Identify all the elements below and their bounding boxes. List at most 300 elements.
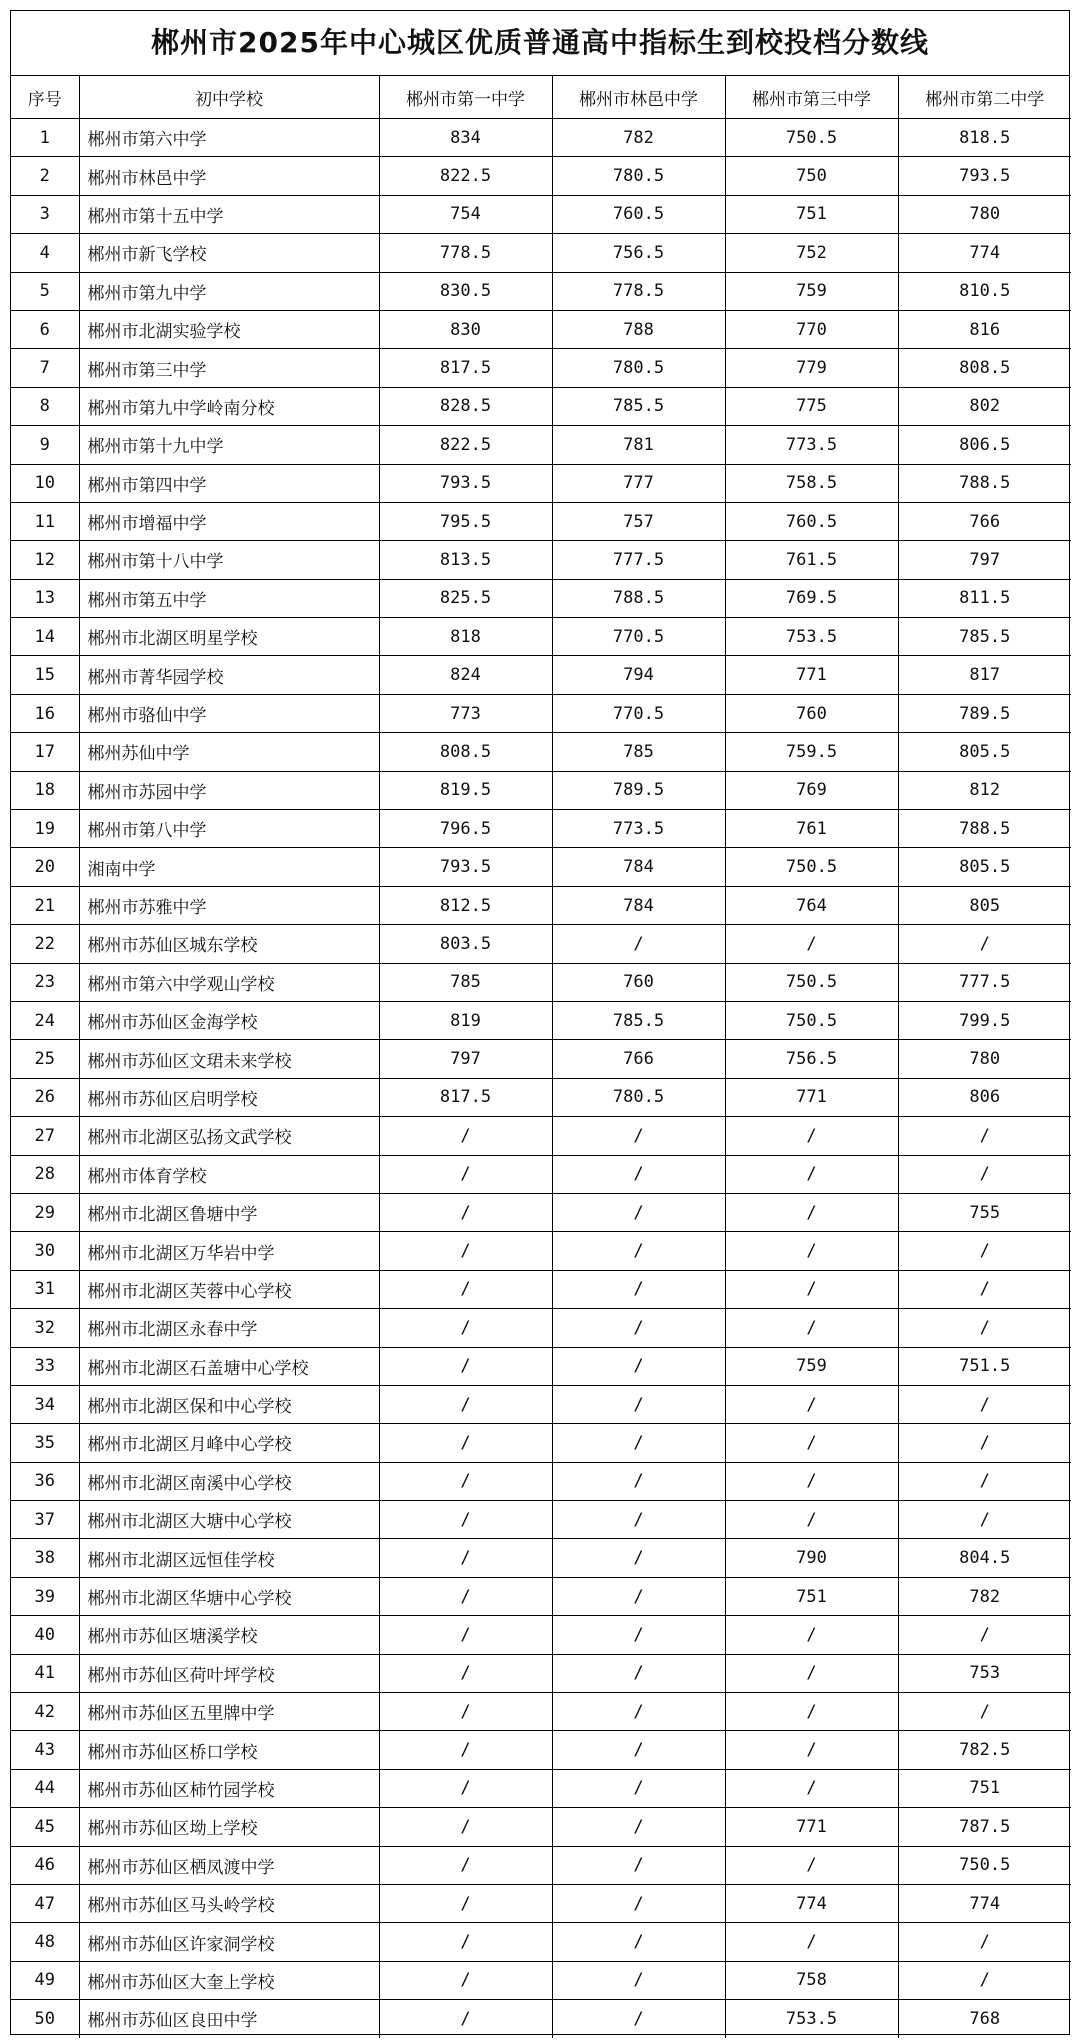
score-no2: 777.5 [898,963,1071,1001]
school-name: 郴州市第六中学观山学校 [79,963,379,1001]
row-index: 30 [11,1232,79,1270]
table-row [11,541,1071,579]
score-no3: 750.5 [725,119,898,157]
score-no3: 756.5 [725,1040,898,1078]
score-no2: 750.5 [898,1846,1071,1884]
score-linyi: / [552,1769,725,1807]
score-no1: 828.5 [379,387,552,425]
row-index: 14 [11,618,79,656]
score-no1: 818 [379,618,552,656]
score-linyi: 780.5 [552,157,725,195]
row-index: 16 [11,694,79,732]
score-no2: / [898,1693,1071,1731]
score-linyi: 760.5 [552,195,725,233]
score-no2: 774 [898,1884,1071,1922]
score-no2: 787.5 [898,1808,1071,1846]
score-no3: / [725,1232,898,1270]
score-no3: / [725,1654,898,1692]
school-name: 郴州市苏仙区大奎上学校 [79,1961,379,1999]
school-name: 郴州市第九中学岭南分校 [79,387,379,425]
score-no1: / [379,1309,552,1347]
score-no1: 822.5 [379,426,552,464]
score-no2: 799.5 [898,1001,1071,1039]
score-no2: 810.5 [898,272,1071,310]
score-no1: / [379,1846,552,1884]
table-row [11,1577,1071,1615]
score-no1: / [379,1155,552,1193]
score-no1: 817.5 [379,1078,552,1116]
score-no2: 811.5 [898,579,1071,617]
score-no2: 780 [898,1040,1071,1078]
table-row [11,1040,1071,1078]
score-linyi: 780.5 [552,349,725,387]
score-no2: / [898,1462,1071,1500]
score-no1: 778.5 [379,234,552,272]
score-no3: 751 [725,195,898,233]
row-index: 15 [11,656,79,694]
score-linyi: / [552,1193,725,1231]
row-index: 42 [11,1693,79,1731]
score-no3: / [725,1616,898,1654]
score-no3: / [725,1462,898,1500]
score-no1: 819.5 [379,771,552,809]
score-linyi: / [552,1424,725,1462]
score-no2: 805.5 [898,733,1071,771]
school-name: 郴州市第十九中学 [79,426,379,464]
table-row [11,1884,1071,1922]
score-no3: 773.5 [725,426,898,464]
score-no1: 824 [379,656,552,694]
school-name: 郴州市苏仙区许家洞学校 [79,1923,379,1961]
school-name: 郴州市北湖区弘扬文武学校 [79,1117,379,1155]
school-name: 郴州市北湖区南溪中心学校 [79,1462,379,1500]
score-no1: / [379,1424,552,1462]
score-no1: / [379,1193,552,1231]
score-no3: 750.5 [725,1001,898,1039]
score-no3: 769.5 [725,579,898,617]
table-row [11,1846,1071,1884]
score-no3: / [725,1769,898,1807]
header-no1-middle-school: 郴州市第一中学 [379,76,552,119]
table-row [11,464,1071,502]
score-no2: / [898,1309,1071,1347]
score-no3: 771 [725,656,898,694]
school-name: 郴州市苏园中学 [79,771,379,809]
table-row [11,1731,1071,1769]
score-no1: 795.5 [379,502,552,540]
score-no1: / [379,1577,552,1615]
score-no1: / [379,1462,552,1500]
header-no2-middle-school: 郴州市第二中学 [898,76,1071,119]
row-index: 4 [11,234,79,272]
row-index: 19 [11,810,79,848]
school-name: 郴州市苏仙区桥口学校 [79,1731,379,1769]
row-index: 17 [11,733,79,771]
school-name: 郴州市体育学校 [79,1155,379,1193]
score-linyi: 773.5 [552,810,725,848]
score-linyi: / [552,1155,725,1193]
school-name: 郴州市第八中学 [79,810,379,848]
score-no3: / [725,1270,898,1308]
table-row [11,349,1071,387]
score-no3: 771 [725,1808,898,1846]
table-row [11,1616,1071,1654]
score-no3: 753.5 [725,618,898,656]
school-name: 郴州市北湖区月峰中心学校 [79,1424,379,1462]
score-linyi: / [552,2000,725,2038]
score-no2: 766 [898,502,1071,540]
table-row [11,1155,1071,1193]
score-linyi: 785 [552,733,725,771]
header-index: 序号 [11,76,79,119]
score-linyi: 781 [552,426,725,464]
score-no1: 754 [379,195,552,233]
score-no3: 759.5 [725,733,898,771]
school-name: 郴州市北湖区芙蓉中心学校 [79,1270,379,1308]
score-linyi: / [552,1846,725,1884]
score-no2: 751.5 [898,1347,1071,1385]
score-no2: / [898,1155,1071,1193]
score-linyi: / [552,1270,725,1308]
score-no3: / [725,1501,898,1539]
school-name: 郴州市北湖区华塘中心学校 [79,1577,379,1615]
score-linyi: 760 [552,963,725,1001]
score-linyi: / [552,1347,725,1385]
score-no3: 761.5 [725,541,898,579]
table-row [11,2000,1071,2038]
score-no3: 750.5 [725,963,898,1001]
score-no3: 764 [725,886,898,924]
score-linyi: 777 [552,464,725,502]
score-no2: 782.5 [898,1731,1071,1769]
row-index: 24 [11,1001,79,1039]
table-row [11,234,1071,272]
row-index: 11 [11,502,79,540]
score-linyi: 780.5 [552,1078,725,1116]
score-no1: / [379,1539,552,1577]
score-no2: / [898,925,1071,963]
score-no3: / [725,1923,898,1961]
row-index: 6 [11,310,79,348]
score-no2: 804.5 [898,1539,1071,1577]
table-row [11,387,1071,425]
score-linyi: / [552,1961,725,1999]
school-name: 郴州市北湖区万华岩中学 [79,1232,379,1270]
school-name: 郴州市苏仙区文珺未来学校 [79,1040,379,1078]
score-no2: 753 [898,1654,1071,1692]
score-no3: 775 [725,387,898,425]
table-row [11,426,1071,464]
row-index: 13 [11,579,79,617]
score-linyi: 784 [552,848,725,886]
school-name: 郴州市新飞学校 [79,234,379,272]
score-no1: 793.5 [379,464,552,502]
score-no2: 793.5 [898,157,1071,195]
school-name: 郴州市增福中学 [79,502,379,540]
school-name: 郴州市苏仙区柿竹园学校 [79,1769,379,1807]
table-row [11,733,1071,771]
row-index: 46 [11,1846,79,1884]
table-row [11,310,1071,348]
score-linyi: 777.5 [552,541,725,579]
row-index: 25 [11,1040,79,1078]
score-no3: / [725,1424,898,1462]
score-linyi: 778.5 [552,272,725,310]
school-name: 湘南中学 [79,848,379,886]
score-no2: 808.5 [898,349,1071,387]
row-index: 28 [11,1155,79,1193]
score-linyi: 770.5 [552,618,725,656]
row-index: 47 [11,1884,79,1922]
table-row [11,1270,1071,1308]
row-index: 26 [11,1078,79,1116]
table-row [11,195,1071,233]
score-no3: 759 [725,272,898,310]
table-row [11,1693,1071,1731]
row-index: 5 [11,272,79,310]
score-no3: / [725,1155,898,1193]
score-no1: / [379,1385,552,1423]
score-no2: 806 [898,1078,1071,1116]
score-no2: 780 [898,195,1071,233]
score-no2: / [898,1961,1071,1999]
score-no1: / [379,1693,552,1731]
table-row [11,119,1071,157]
score-no2: / [898,1232,1071,1270]
score-linyi: / [552,925,725,963]
row-index: 32 [11,1309,79,1347]
score-no2: 806.5 [898,426,1071,464]
score-no1: / [379,1961,552,1999]
table-row [11,1654,1071,1692]
school-name: 郴州市第九中学 [79,272,379,310]
score-linyi: 784 [552,886,725,924]
score-linyi: 785.5 [552,387,725,425]
score-no2: 816 [898,310,1071,348]
header-no3-middle-school: 郴州市第三中学 [725,76,898,119]
school-name: 郴州市第十八中学 [79,541,379,579]
header-school: 初中学校 [79,76,379,119]
row-index: 37 [11,1501,79,1539]
table-row [11,963,1071,1001]
score-no1: / [379,1270,552,1308]
score-no1: 830.5 [379,272,552,310]
table-row [11,1808,1071,1846]
score-linyi: / [552,1539,725,1577]
row-index: 18 [11,771,79,809]
score-no3: 779 [725,349,898,387]
table-row [11,1769,1071,1807]
table-row [11,1424,1071,1462]
score-no3: / [725,925,898,963]
score-no3: / [725,1693,898,1731]
school-name: 郴州市北湖区石盖塘中心学校 [79,1347,379,1385]
school-name: 郴州市骆仙中学 [79,694,379,732]
score-linyi: / [552,1654,725,1692]
score-linyi: / [552,1117,725,1155]
score-no3: / [725,1731,898,1769]
score-no2: 797 [898,541,1071,579]
table-row [11,810,1071,848]
table-row [11,886,1071,924]
score-no3: 759 [725,1347,898,1385]
table-row [11,618,1071,656]
school-name: 郴州苏仙中学 [79,733,379,771]
score-linyi: 794 [552,656,725,694]
row-index: 22 [11,925,79,963]
score-no2: 785.5 [898,618,1071,656]
table-row [11,502,1071,540]
score-no1: / [379,2000,552,2038]
score-no3: / [725,1117,898,1155]
score-no3: 752 [725,234,898,272]
score-no2: 751 [898,1769,1071,1807]
score-linyi: / [552,1385,725,1423]
score-no2: 812 [898,771,1071,809]
school-name: 郴州市北湖区远恒佳学校 [79,1539,379,1577]
table-row [11,848,1071,886]
school-name: 郴州市苏仙区金海学校 [79,1001,379,1039]
score-no3: 758 [725,1961,898,1999]
score-no2: 782 [898,1577,1071,1615]
school-name: 郴州市苏仙区良田中学 [79,2000,379,2038]
score-linyi: / [552,1616,725,1654]
school-name: 郴州市第五中学 [79,579,379,617]
row-index: 36 [11,1462,79,1500]
score-no3: 753.5 [725,2000,898,2038]
header-linyi-middle-school: 郴州市林邑中学 [552,76,725,119]
table-row [11,656,1071,694]
score-no2: 789.5 [898,694,1071,732]
row-index: 50 [11,2000,79,2038]
school-name: 郴州市北湖区明星学校 [79,618,379,656]
score-no1: 796.5 [379,810,552,848]
score-no3: / [725,1385,898,1423]
school-name: 郴州市第三中学 [79,349,379,387]
score-no2: 802 [898,387,1071,425]
table-row [11,1462,1071,1500]
score-no2: / [898,1923,1071,1961]
score-no2: 774 [898,234,1071,272]
school-name: 郴州市苏雅中学 [79,886,379,924]
score-no1: 803.5 [379,925,552,963]
score-linyi: / [552,1309,725,1347]
table-row [11,579,1071,617]
row-index: 43 [11,1731,79,1769]
row-index: 35 [11,1424,79,1462]
score-linyi: 789.5 [552,771,725,809]
score-no1: / [379,1769,552,1807]
score-no1: 819 [379,1001,552,1039]
school-name: 郴州市苏仙区栖凤渡中学 [79,1846,379,1884]
score-linyi: / [552,1577,725,1615]
score-linyi: / [552,1808,725,1846]
row-index: 7 [11,349,79,387]
document-title: 郴州市2025年中心城区优质普通高中指标生到校投档分数线 [11,11,1069,76]
school-name: 郴州市北湖区鲁塘中学 [79,1193,379,1231]
school-name: 郴州市苏仙区启明学校 [79,1078,379,1116]
row-index: 31 [11,1270,79,1308]
score-no1: 773 [379,694,552,732]
score-no1: / [379,1616,552,1654]
score-no2: 755 [898,1193,1071,1231]
school-name: 郴州市苏仙区城东学校 [79,925,379,963]
row-index: 3 [11,195,79,233]
score-linyi: 756.5 [552,234,725,272]
score-no3: / [725,1846,898,1884]
score-linyi: / [552,1462,725,1500]
row-index: 23 [11,963,79,1001]
school-name: 郴州市苏仙区马头岭学校 [79,1884,379,1922]
row-index: 41 [11,1654,79,1692]
score-no1: 822.5 [379,157,552,195]
score-no1: / [379,1347,552,1385]
table-row [11,1961,1071,1999]
row-index: 8 [11,387,79,425]
score-no1: / [379,1501,552,1539]
score-sheet [10,10,1070,2035]
table-row [11,1501,1071,1539]
score-no2: 818.5 [898,119,1071,157]
table-row [11,925,1071,963]
row-index: 21 [11,886,79,924]
row-index: 27 [11,1117,79,1155]
table-row [11,1309,1071,1347]
score-no3: 760.5 [725,502,898,540]
score-no2: / [898,1616,1071,1654]
row-index: 12 [11,541,79,579]
table-row [11,1232,1071,1270]
row-index: 34 [11,1385,79,1423]
school-name: 郴州市北湖区永春中学 [79,1309,379,1347]
score-no2: 817 [898,656,1071,694]
table-row [11,1539,1071,1577]
score-no2: / [898,1385,1071,1423]
score-linyi: 770.5 [552,694,725,732]
score-no1: 797 [379,1040,552,1078]
school-name: 郴州市苏仙区塘溪学校 [79,1616,379,1654]
school-name: 郴州市第十五中学 [79,195,379,233]
row-index: 10 [11,464,79,502]
score-no2: / [898,1117,1071,1155]
score-linyi: 785.5 [552,1001,725,1039]
score-table [11,76,1071,2038]
score-no2: 788.5 [898,810,1071,848]
score-linyi: / [552,1501,725,1539]
score-linyi: 757 [552,502,725,540]
score-linyi: 766 [552,1040,725,1078]
score-no1: 830 [379,310,552,348]
score-no1: / [379,1923,552,1961]
school-name: 郴州市苏仙区荷叶坪学校 [79,1654,379,1692]
score-linyi: / [552,1923,725,1961]
score-linyi: / [552,1232,725,1270]
score-no3: 750 [725,157,898,195]
table-row [11,1001,1071,1039]
table-row [11,1347,1071,1385]
school-name: 郴州市菁华园学校 [79,656,379,694]
row-index: 39 [11,1577,79,1615]
score-no2: 788.5 [898,464,1071,502]
table-row [11,1193,1071,1231]
score-no1: 825.5 [379,579,552,617]
school-name: 郴州市第六中学 [79,119,379,157]
score-no1: / [379,1731,552,1769]
score-no1: 813.5 [379,541,552,579]
row-index: 44 [11,1769,79,1807]
row-index: 29 [11,1193,79,1231]
row-index: 49 [11,1961,79,1999]
